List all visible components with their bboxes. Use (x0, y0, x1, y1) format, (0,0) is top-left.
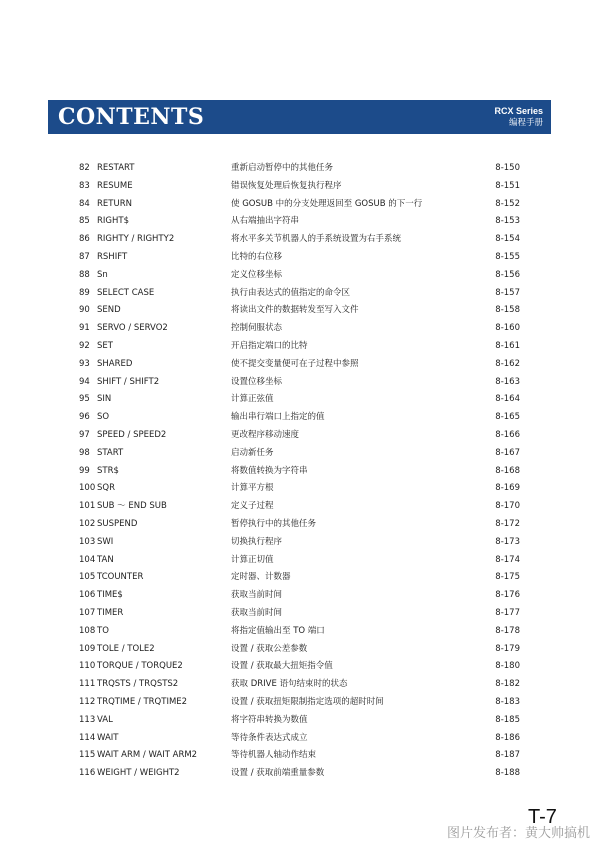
entry-command: RSHIFT (97, 251, 128, 262)
entry-number: 98 (79, 447, 90, 458)
entry-page: 8-186 (495, 732, 520, 743)
entry-number: 100 (79, 483, 96, 494)
entry-command: SHIFT / SHIFT2 (97, 376, 160, 387)
entry-description: 等待条件表达式成立 (231, 732, 308, 743)
entry-command: SO (97, 412, 110, 423)
entry-command: SEND (97, 305, 121, 316)
entry-description: 设置 / 获取前端重量参数 (231, 768, 325, 779)
toc-entry (0, 391, 600, 409)
entry-number: 83 (79, 180, 90, 191)
entry-page: 8-188 (495, 768, 520, 779)
entry-number: 96 (79, 412, 90, 423)
toc-entry (0, 285, 600, 303)
entry-page: 8-180 (495, 661, 520, 672)
toc-entry (0, 730, 600, 748)
entry-command: SQR (97, 483, 115, 494)
entry-command: STR$ (97, 465, 119, 476)
toc-entry (0, 463, 600, 481)
entry-page: 8-178 (495, 625, 520, 636)
entry-number: 91 (79, 323, 90, 334)
entry-number: 104 (79, 554, 96, 565)
entry-page: 8-176 (495, 590, 520, 601)
entry-number: 111 (79, 679, 96, 690)
entry-description: 设置 / 获取最大扭矩指令值 (231, 661, 333, 672)
entry-description: 计算正弦值 (231, 394, 274, 405)
toc-entry (0, 694, 600, 712)
toc-entry (0, 374, 600, 392)
toc-entry (0, 498, 600, 516)
entry-description: 定义位移坐标 (231, 269, 283, 280)
entry-page: 8-183 (495, 696, 520, 707)
toc-entry (0, 676, 600, 694)
entry-description: 等待机器人轴动作结束 (231, 750, 317, 761)
entry-page: 8-155 (495, 251, 520, 262)
entry-description: 计算正切值 (231, 554, 274, 565)
entry-number: 116 (79, 768, 96, 779)
entry-number: 113 (79, 714, 96, 725)
entry-number: 110 (79, 661, 96, 672)
entry-description: 计算平方根 (231, 483, 274, 494)
entry-command: VAL (97, 714, 113, 725)
toc-entry (0, 338, 600, 356)
entry-page: 8-157 (495, 287, 520, 298)
entry-page: 8-158 (495, 305, 520, 316)
toc-entry (0, 213, 600, 231)
toc-entry (0, 712, 600, 730)
entry-page: 8-177 (495, 607, 520, 618)
entry-command: TIMER (97, 607, 124, 618)
entry-command: TIME$ (97, 590, 123, 601)
entry-page: 8-185 (495, 714, 520, 725)
entry-number: 101 (79, 501, 96, 512)
entry-description: 设置 / 获取公差参数 (231, 643, 308, 654)
toc-entry (0, 747, 600, 765)
entry-number: 84 (79, 198, 90, 209)
entry-page: 8-170 (495, 501, 520, 512)
toc-entry (0, 569, 600, 587)
entry-number: 107 (79, 607, 96, 618)
entry-number: 85 (79, 216, 90, 227)
series-name: RCX Series (494, 106, 543, 116)
entry-command: RIGHTY / RIGHTY2 (97, 234, 175, 245)
toc-entry (0, 587, 600, 605)
entry-command: RETURN (97, 198, 132, 209)
contents-banner (48, 100, 551, 134)
entry-description: 获取当前时间 (231, 590, 283, 601)
toc-entry (0, 356, 600, 374)
toc-entry (0, 178, 600, 196)
watermark-text: 图片发布者：黄大帅搞机 (446, 826, 590, 841)
entry-description: 错误恢复处理后恢复执行程序 (231, 180, 342, 191)
entry-number: 87 (79, 251, 90, 262)
entry-page: 8-168 (495, 465, 520, 476)
entry-page: 8-174 (495, 554, 520, 565)
entry-number: 99 (79, 465, 90, 476)
entry-number: 82 (79, 163, 90, 173)
entry-description: 启动新任务 (231, 447, 274, 458)
entry-description: 将水平多关节机器人的手系统设置为右手系统 (231, 234, 402, 245)
entry-command: WAIT (97, 732, 119, 743)
entry-command: SET (97, 340, 113, 351)
entry-page: 8-187 (495, 750, 520, 761)
entry-description: 执行由表达式的值指定的命令区 (231, 287, 351, 298)
entry-description: 切换执行程序 (231, 536, 283, 547)
entry-description: 从右端抽出字符串 (231, 216, 300, 227)
toc-entry (0, 552, 600, 570)
entry-description: 将指定值输出至 TO 端口 (231, 625, 325, 636)
entry-description: 获取当前时间 (231, 607, 283, 618)
entry-command: START (97, 447, 124, 458)
toc-entry (0, 267, 600, 285)
entry-number: 86 (79, 234, 90, 245)
entry-page: 8-164 (495, 394, 520, 405)
toc-entry (0, 409, 600, 427)
entry-page: 8-153 (495, 216, 520, 227)
entry-number: 103 (79, 536, 96, 547)
entry-page: 8-172 (495, 518, 520, 529)
entry-page: 8-150 (495, 163, 520, 173)
entry-command: SUSPEND (97, 518, 138, 529)
toc-entry (0, 516, 600, 534)
entry-description: 输出串行端口上指定的值 (231, 412, 325, 423)
manual-subtitle: 编程手册 (508, 117, 543, 127)
entry-command: Sn (97, 269, 108, 280)
entry-command: SUB ～ END SUB (97, 501, 167, 512)
entry-number: 106 (79, 590, 96, 601)
toc-entry (0, 605, 600, 623)
entry-description: 暂停执行中的其他任务 (231, 518, 317, 529)
entry-description: 将数值转换为字符串 (231, 465, 308, 476)
entry-command: SIN (97, 394, 112, 405)
entry-number: 109 (79, 643, 96, 654)
entry-command: SERVO / SERVO2 (97, 323, 168, 334)
entry-page: 8-151 (495, 180, 520, 191)
entry-page: 8-182 (495, 679, 520, 690)
entry-description: 重新启动暂停中的其他任务 (231, 163, 334, 173)
toc-entry (0, 231, 600, 249)
entry-description: 开启指定端口的比特 (231, 340, 308, 351)
page-title: CONTENTS (58, 104, 205, 130)
entry-command: SPEED / SPEED2 (97, 429, 167, 440)
entry-page: 8-154 (495, 234, 520, 245)
entry-page: 8-166 (495, 429, 520, 440)
entry-command: RESUME (97, 180, 133, 191)
entry-description: 比特的右位移 (231, 251, 283, 262)
entry-description: 将读出文件的数据转发至写入文件 (231, 305, 359, 316)
entry-page: 8-169 (495, 483, 520, 494)
entry-number: 105 (79, 572, 96, 583)
entry-description: 控制伺服状态 (231, 323, 283, 334)
entry-command: SWI (97, 536, 114, 547)
entry-command: TRQTIME / TRQTIME2 (97, 696, 188, 707)
entry-description: 设置位移坐标 (231, 376, 283, 387)
entry-number: 115 (79, 750, 96, 761)
entry-page: 8-162 (495, 358, 520, 369)
entry-command: TOLE / TOLE2 (97, 643, 155, 654)
entry-number: 102 (79, 518, 96, 529)
entry-page: 8-156 (495, 269, 520, 280)
entry-command: TRQSTS / TRQSTS2 (97, 679, 179, 690)
series-label (494, 106, 543, 128)
toc-entry (0, 480, 600, 498)
page-number: T-7 (528, 806, 557, 828)
entry-number: 94 (79, 376, 90, 387)
entry-command: TO (97, 625, 109, 636)
entry-page: 8-173 (495, 536, 520, 547)
entry-description: 定义子过程 (231, 501, 274, 512)
toc-entry (0, 658, 600, 676)
entry-number: 114 (79, 732, 96, 743)
entry-page: 8-161 (495, 340, 520, 351)
entry-description: 定时器、计数器 (231, 572, 291, 583)
toc-entry (0, 302, 600, 320)
entry-command: RESTART (97, 163, 135, 173)
toc-entry (0, 160, 600, 178)
entry-description: 获取 DRIVE 语句结束时的状态 (231, 679, 348, 690)
toc-entry (0, 641, 600, 659)
toc-entry (0, 320, 600, 338)
entry-description: 使不提交变量便可在子过程中参照 (231, 358, 359, 369)
entry-command: TORQUE / TORQUE2 (97, 661, 183, 672)
entry-number: 95 (79, 394, 90, 405)
toc-entry (0, 196, 600, 214)
entry-page: 8-165 (495, 412, 520, 423)
entry-page: 8-175 (495, 572, 520, 583)
toc-entry (0, 445, 600, 463)
entry-command: WEIGHT / WEIGHT2 (97, 768, 180, 779)
toc-entry (0, 623, 600, 641)
entry-number: 93 (79, 358, 90, 369)
entry-command: SELECT CASE (97, 287, 155, 298)
entry-number: 89 (79, 287, 90, 298)
toc-entry (0, 534, 600, 552)
entry-command: TCOUNTER (97, 572, 144, 583)
entry-number: 90 (79, 305, 90, 316)
toc-entry (0, 249, 600, 267)
entry-number: 108 (79, 625, 96, 636)
entry-number: 92 (79, 340, 90, 351)
entry-page: 8-163 (495, 376, 520, 387)
entry-number: 88 (79, 269, 90, 280)
entry-number: 97 (79, 429, 90, 440)
entry-description: 更改程序移动速度 (231, 429, 300, 440)
entry-command: RIGHT$ (97, 216, 129, 227)
entry-description: 将字符串转换为数值 (231, 714, 308, 725)
entry-description: 设置 / 获取扭矩限制指定选项的超时时间 (231, 696, 384, 707)
entry-description: 使 GOSUB 中的分支处理返回至 GOSUB 的下一行 (231, 198, 423, 209)
toc-entry (0, 427, 600, 445)
entry-command: WAIT ARM / WAIT ARM2 (97, 750, 198, 761)
entry-page: 8-160 (495, 323, 520, 334)
entry-number: 112 (79, 696, 96, 707)
toc-list (0, 160, 600, 783)
entry-page: 8-167 (495, 447, 520, 458)
entry-command: SHARED (97, 358, 133, 369)
entry-command: TAN (97, 554, 114, 565)
entry-page: 8-152 (495, 198, 520, 209)
entry-page: 8-179 (495, 643, 520, 654)
toc-entry (0, 765, 600, 783)
